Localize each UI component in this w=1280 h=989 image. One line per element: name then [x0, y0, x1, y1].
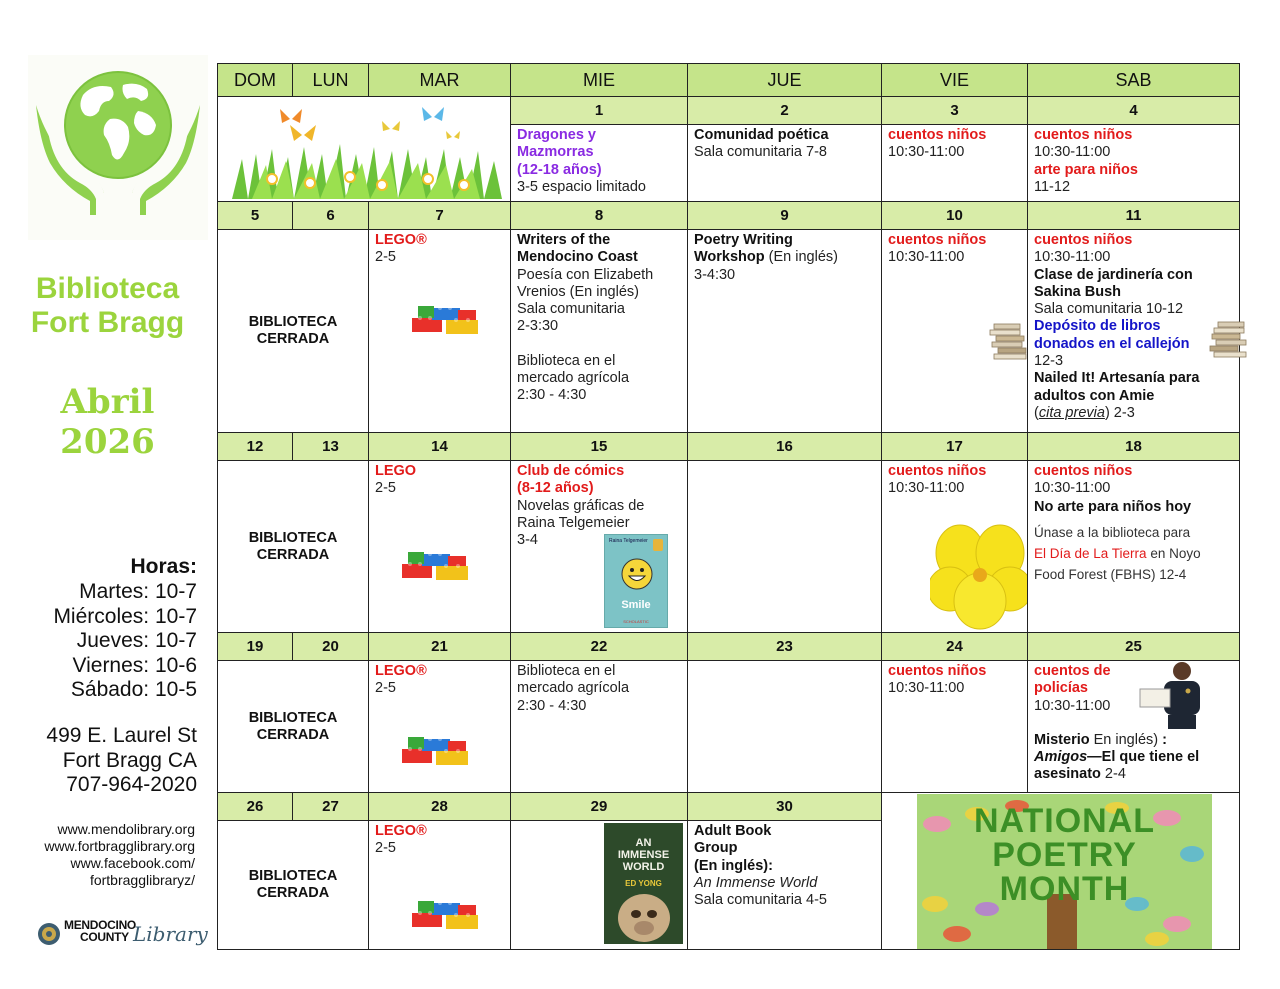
calendar-grid: [217, 63, 1240, 950]
event-title: cuentos de: [1034, 663, 1111, 679]
event-title: Comunidad poética: [694, 127, 829, 143]
link-fortbragglibrary[interactable]: www.fortbragglibrary.org: [44, 838, 195, 854]
event-detail: mercado agrícola: [517, 370, 630, 387]
weekday-header-tue: MAR: [368, 63, 511, 97]
event-title: donados en el callejón: [1034, 335, 1190, 352]
event-time: 10:30-11:00: [888, 680, 965, 697]
event-title: (12-18 años): [517, 161, 602, 178]
library-closed-cell: [217, 460, 369, 633]
earth-day-text: Únase a la biblioteca para: [1034, 524, 1191, 540]
event-colon: :: [1158, 731, 1167, 748]
event-title: Clase de jardinería con: [1034, 266, 1193, 283]
event-title: Club de cómics: [517, 463, 625, 479]
day-cell-apr-7: [368, 229, 511, 433]
day-number: 27: [292, 792, 369, 821]
day-cell-apr-16: [687, 460, 882, 633]
event-title: Adult Book: [694, 823, 772, 839]
event-title: cuentos niños: [888, 127, 987, 143]
event-time: 2-5: [375, 480, 396, 497]
event-time: 10:30-11:00: [1034, 480, 1111, 497]
event-time: 10:30-11:00: [1034, 249, 1111, 266]
day-cell-apr-15: [510, 460, 688, 633]
closed-label: CERRADA: [256, 726, 330, 743]
event-detail: 2-3:30: [517, 318, 559, 335]
link-mendolibrary[interactable]: www.mendolibrary.org: [57, 821, 195, 837]
event-title: —El que tiene el: [1087, 749, 1200, 766]
day-number: 14: [368, 432, 511, 461]
event-title: Misterio: [1034, 731, 1090, 748]
web-links: [44, 821, 195, 889]
lego-bricks-icon: [400, 721, 472, 769]
hours-title: Horas:: [130, 555, 197, 578]
closed-label: BIBLIOTECA: [248, 529, 338, 546]
police-officer-icon: [1138, 660, 1208, 731]
book-stack-icon: [988, 323, 1030, 361]
event-title: Mazmorras: [517, 144, 594, 161]
day-number: 28: [368, 792, 511, 821]
address-street: 499 E. Laurel St: [46, 724, 197, 747]
event-title: arte para niños: [1034, 161, 1138, 178]
smiley-face-icon: [620, 557, 654, 591]
event-title: Workshop: [694, 249, 765, 266]
county-logo-line-1: MENDOCINO: [64, 918, 136, 932]
book-title: [604, 837, 683, 873]
day-number: 4: [1027, 96, 1240, 125]
day-cell-apr-25: [1027, 660, 1240, 793]
smile-book-author: Raina Telgemeier: [609, 538, 648, 544]
hours-saturday: Sábado: 10-5: [70, 678, 197, 701]
day-number: 21: [368, 632, 511, 661]
day-cell-apr-21: [368, 660, 511, 793]
event-title: LEGO®: [375, 663, 427, 679]
day-number: 12: [217, 432, 293, 461]
day-number: 5: [217, 201, 293, 230]
day-number: 30: [687, 792, 882, 821]
day-cell-apr-24: [881, 660, 1028, 793]
book-author: ED YONG: [625, 879, 662, 888]
sidebar: [0, 0, 215, 989]
day-number: 16: [687, 432, 882, 461]
day-number: 23: [687, 632, 882, 661]
address: [46, 724, 197, 798]
event-time: 2-5: [375, 840, 396, 857]
day-cell-apr-2: [687, 124, 882, 202]
mendocino-county-library-logo: [37, 918, 207, 950]
appointment-link[interactable]: cita previa: [1038, 404, 1105, 421]
county-logo-line-2: COUNTY: [80, 930, 129, 944]
smile-book-title: Smile: [621, 599, 651, 611]
event-detail: Sala comunitaria 4-5: [694, 892, 827, 909]
event-title: Sakina Bush: [1034, 283, 1122, 300]
library-closed-cell: [217, 229, 369, 433]
event-time: 2-5: [375, 249, 396, 266]
event-detail: mercado agrícola: [517, 680, 630, 697]
event-time: 10:30-11:00: [888, 144, 965, 161]
day-cell-apr-23: [687, 660, 882, 793]
link-facebook-path[interactable]: fortbragglibraryz/: [89, 872, 195, 888]
hours-list: [53, 580, 197, 703]
weekday-header-wed: MIE: [510, 63, 688, 97]
event-title: Group: [694, 840, 738, 857]
day-number: 9: [687, 201, 882, 230]
event-detail: Sala comunitaria 10-12: [1034, 301, 1184, 318]
smile-book-publisher: SCHOLASTIC: [623, 619, 649, 624]
event-title: LEGO: [375, 463, 417, 479]
national-poetry-month-banner: [917, 794, 1212, 950]
day-number: 22: [510, 632, 688, 661]
day-number: 24: [881, 632, 1028, 661]
event-title: cuentos niños: [888, 663, 987, 679]
event-detail: Sala comunitaria 7-8: [694, 144, 827, 161]
closed-label: BIBLIOTECA: [248, 868, 338, 884]
day-number: 29: [510, 792, 688, 821]
event-time: 2-3: [1113, 404, 1135, 421]
closed-label: CERRADA: [256, 331, 330, 347]
day-cell-apr-18: [1027, 460, 1240, 633]
hours-wednesday: Miércoles: 10-7: [53, 604, 197, 628]
event-title: cuentos niños: [888, 232, 987, 248]
day-number: 25: [1027, 632, 1240, 661]
day-cell-apr-9: [687, 229, 882, 433]
weekday-header-sun: DOM: [217, 63, 293, 97]
event-title: Writers of the: [517, 232, 611, 248]
event-time: 2-4: [1100, 766, 1126, 783]
event-title: cuentos niños: [1034, 127, 1133, 143]
day-number: 6: [292, 201, 369, 230]
library-name-line-1: Biblioteca: [35, 272, 180, 305]
day-number: 7: [368, 201, 511, 230]
day-number: 26: [217, 792, 293, 821]
book-title-line: AN: [635, 837, 652, 849]
event-title: Mendocino Coast: [517, 249, 638, 266]
earth-day-note: [1034, 522, 1233, 585]
day-cell-apr-11: cuentos niños 10:30-11:00 Clase de jardinería con Sakina Bush Sala comunitaria 10-12 Depósito de libros donados en el callejón 12-3 Nailed It! Artesanía para adultos con Amie (cita previa) 2-3: [1027, 229, 1240, 433]
weekday-header-fri: VIE: [881, 63, 1028, 97]
day-cell-apr-4: [1027, 124, 1240, 202]
address-city: Fort Bragg CA: [62, 748, 197, 772]
week1-spring-illustration: [217, 96, 511, 202]
day-cell-apr-22: [510, 660, 688, 793]
event-detail: Vrenios (En inglés): [517, 283, 639, 300]
day-number: 8: [510, 201, 688, 230]
lego-bricks-icon: [400, 536, 472, 584]
county-logo-script: Library: [133, 922, 208, 946]
event-title: Amigos: [1034, 749, 1088, 766]
event-title: adultos con Amie: [1034, 387, 1155, 404]
event-title: Dragones y: [517, 127, 596, 143]
day-number: 2: [687, 96, 882, 125]
event-time: 3-4:30: [694, 266, 736, 283]
poetry-month-line: MONTH: [999, 870, 1130, 908]
book-title-line: WORLD: [622, 861, 665, 873]
event-title: cuentos niños: [1034, 232, 1133, 248]
day-cell-apr-14: [368, 460, 511, 633]
closed-label: BIBLIOTECA: [248, 314, 338, 330]
hours-thursday: Jueves: 10-7: [76, 629, 197, 652]
hours-tuesday: Martes: 10-7: [79, 580, 197, 603]
event-time: 12-3: [1034, 353, 1064, 370]
earth-day-text: en Noyo: [1146, 545, 1201, 561]
poetry-month-title: [917, 804, 1212, 906]
event-time: 10:30-11:00: [1034, 144, 1111, 161]
spring-meadow-icon: [232, 99, 511, 199]
event-time: 10:30-11:00: [1034, 697, 1111, 714]
weekday-header-sat: SAB: [1027, 63, 1240, 97]
event-title: LEGO®: [375, 232, 427, 248]
poetry-month-cell: [881, 792, 1240, 950]
day-number: 20: [292, 632, 369, 661]
weekday-header-mon: LUN: [292, 63, 369, 97]
event-detail: Raina Telgemeier: [517, 514, 630, 531]
hours-friday: Viernes: 10-6: [72, 653, 197, 677]
event-title: LEGO®: [375, 823, 427, 839]
smile-book-cover: [604, 534, 668, 628]
earth-day-event: El Día de La Tierra: [1034, 545, 1147, 561]
event-time: 10:30-11:00: [888, 480, 965, 497]
event-title: asesinato: [1034, 766, 1101, 783]
day-number: 19: [217, 632, 293, 661]
event-title: policías: [1034, 680, 1088, 697]
county-seal-icon: [37, 922, 61, 946]
event-detail: 3-5 espacio limitado: [517, 178, 646, 195]
monkey-face-icon: [604, 886, 683, 944]
month-label: Abril: [60, 382, 155, 422]
book-stack-icon: [1208, 321, 1250, 359]
weekday-header-thu: JUE: [687, 63, 882, 97]
event-detail: Poesía con Elizabeth: [517, 266, 654, 283]
event-detail: 2:30 - 4:30: [517, 387, 587, 404]
lego-bricks-icon: [410, 290, 482, 338]
earth-hands-logo: [28, 55, 208, 240]
link-facebook[interactable]: www.facebook.com/: [70, 855, 195, 871]
event-title: Depósito de libros: [1034, 318, 1161, 335]
day-cell-apr-3: [881, 124, 1028, 202]
day-number: 18: [1027, 432, 1240, 461]
event-title: (8-12 años): [517, 480, 594, 497]
lego-bricks-icon: [410, 885, 482, 933]
event-title: cuentos niños: [1034, 463, 1133, 479]
event-title: (En inglés):: [694, 857, 773, 874]
event-time: 3-4: [517, 532, 538, 549]
event-title: cuentos niños: [888, 463, 987, 479]
award-badge-icon: [653, 539, 663, 551]
event-time: 2-5: [375, 680, 396, 697]
event-detail: Biblioteca en el: [517, 352, 616, 369]
county-logo-text: [64, 919, 136, 943]
day-cell-apr-29: [510, 820, 688, 950]
event-detail: Sala comunitaria: [517, 301, 625, 318]
day-number: 11: [1027, 201, 1240, 230]
closed-label: CERRADA: [256, 546, 330, 563]
day-number: 3: [881, 96, 1028, 125]
day-number: 17: [881, 432, 1028, 461]
library-closed-cell: [217, 660, 369, 793]
closed-label: CERRADA: [256, 885, 330, 901]
day-cell-apr-30: [687, 820, 882, 950]
event-time: 10:30-11:00: [888, 249, 965, 266]
day-number: 13: [292, 432, 369, 461]
day-number: 1: [510, 96, 688, 125]
day-cell-apr-8: [510, 229, 688, 433]
day-cell-apr-28: [368, 820, 511, 950]
event-detail: Biblioteca en el: [517, 663, 616, 679]
event-title: Poetry Writing: [694, 232, 793, 248]
event-note: En inglés): [1089, 731, 1159, 748]
event-detail: Novelas gráficas de: [517, 497, 645, 514]
immense-world-book-cover: [604, 823, 683, 944]
library-name-line-2: Fort Bragg: [30, 306, 185, 339]
poetry-month-line: POETRY: [992, 836, 1137, 874]
event-book: An Immense World: [694, 874, 818, 891]
event-time: 11-12: [1034, 178, 1071, 195]
address-phone: 707-964-2020: [66, 773, 197, 796]
yellow-flower-icon: [930, 523, 1028, 631]
day-cell-apr-17: [881, 460, 1028, 633]
globe-icon: [28, 55, 208, 240]
earth-day-text: Food Forest (FBHS) 12-4: [1034, 566, 1187, 582]
event-title: Nailed It! Artesanía para: [1034, 370, 1200, 387]
event-notice: No arte para niños hoy: [1034, 498, 1192, 515]
day-cell-apr-1: [510, 124, 688, 202]
event-detail: 2:30 - 4:30: [517, 697, 587, 714]
event-note: (En inglés): [764, 249, 838, 266]
poetry-month-line: NATIONAL: [973, 802, 1156, 840]
day-number: 10: [881, 201, 1028, 230]
closed-label: BIBLIOTECA: [248, 709, 338, 726]
day-number: 15: [510, 432, 688, 461]
book-title-line: IMMENSE: [617, 849, 670, 861]
library-closed-cell: [217, 820, 369, 950]
year-label: 2026: [60, 422, 155, 462]
